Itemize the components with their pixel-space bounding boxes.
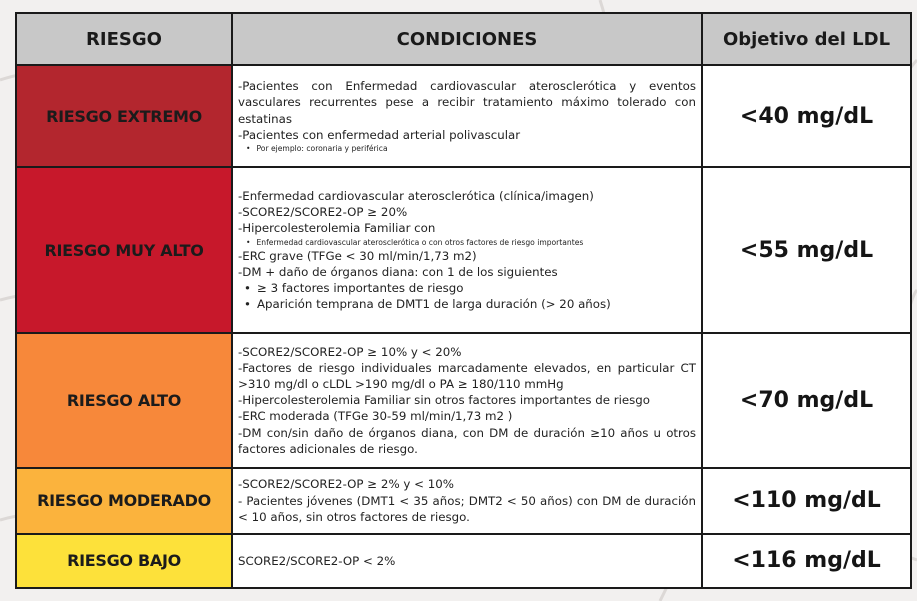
- risk-level: RIESGO BAJO: [16, 534, 232, 588]
- condition-text: -Enfermedad cardiovascular aterosclerótica (clínica/imagen): [238, 188, 594, 203]
- condition-text: SCORE2/SCORE2-OP < 2%: [238, 553, 396, 568]
- condition-text: -SCORE2/SCORE2-OP ≥ 10% y < 20%: [238, 344, 462, 359]
- condition-text: • Por ejemplo: coronaria y periférica: [238, 143, 696, 154]
- conditions-cell: [232, 333, 702, 468]
- condition-text: -Factores de riesgo individuales marcadamente elevados, en particular CT >310 mg/dl o cLDL >190 mg/dl o PA ≥ 180/110 mmHg: [238, 360, 696, 391]
- condition-text: -ERC moderada (TFGe 30-59 ml/min/1,73 m2 ): [238, 409, 513, 424]
- condition-text: -DM con/sin daño de órganos diana, con DM de duración ≥10 años u otros factores adicionales de riesgo.: [238, 425, 696, 456]
- ldl-target-value: <40 mg/dL: [702, 65, 911, 167]
- risk-level: RIESGO ALTO: [16, 333, 232, 468]
- table-header-row: [16, 13, 911, 65]
- condition-text: -Hipercolesterolemia Familiar con: [238, 221, 436, 236]
- table-row: [16, 534, 911, 588]
- table-row: [16, 333, 911, 468]
- condition-text: -ERC grave (TFGe < 30 ml/min/1,73 m2): [238, 248, 477, 263]
- condition-text: -Pacientes con enfermedad arterial polivascular: [238, 127, 521, 142]
- conditions-cell: [232, 167, 702, 333]
- condition-text: -Pacientes con Enfermedad cardiovascular aterosclerótica y eventos vasculares recurrentes pese a recibir tratamiento máximo tolerado con estatinas: [238, 79, 696, 126]
- condition-text: -Hipercolesterolemia Familiar sin otros factores importantes de riesgo: [238, 393, 651, 408]
- header-ldl-target: Objetivo del LDL: [702, 13, 911, 65]
- conditions-cell: [232, 534, 702, 588]
- ldl-target-value: <55 mg/dL: [702, 167, 911, 333]
- risk-level: RIESGO EXTREMO: [16, 65, 232, 167]
- ldl-target-value: <116 mg/dL: [702, 534, 911, 588]
- ldl-target-value: <70 mg/dL: [702, 333, 911, 468]
- risk-level: RIESGO MUY ALTO: [16, 167, 232, 333]
- header-risk: RIESGO: [16, 13, 232, 65]
- risk-level: RIESGO MODERADO: [16, 468, 232, 534]
- condition-text: -SCORE2/SCORE2-OP ≥ 2% y < 10%: [238, 477, 454, 492]
- condition-text: • Aparición temprana de DMT1 de larga duración (> 20 años): [238, 296, 696, 312]
- condition-text: -DM + daño de órganos diana: con 1 de los siguientes: [238, 264, 558, 279]
- ldl-target-value: <110 mg/dL: [702, 468, 911, 534]
- conditions-cell: [232, 468, 702, 534]
- header-conditions: CONDICIONES: [232, 13, 702, 65]
- ldl-risk-table: [15, 12, 912, 589]
- table-row: [16, 468, 911, 534]
- condition-text: -SCORE2/SCORE2-OP ≥ 20%: [238, 205, 408, 220]
- conditions-cell: [232, 65, 702, 167]
- condition-text: • ≥ 3 factores importantes de riesgo: [238, 280, 696, 296]
- condition-text: - Pacientes jóvenes (DMT1 < 35 años; DMT2 < 50 años) con DM de duración < 10 años, sin otros factores de riesgo.: [238, 493, 696, 524]
- condition-text: • Enfermedad cardiovascular aterosclerótica o con otros factores de riesgo importantes: [238, 237, 696, 248]
- table-row: [16, 167, 911, 333]
- table-row: [16, 65, 911, 167]
